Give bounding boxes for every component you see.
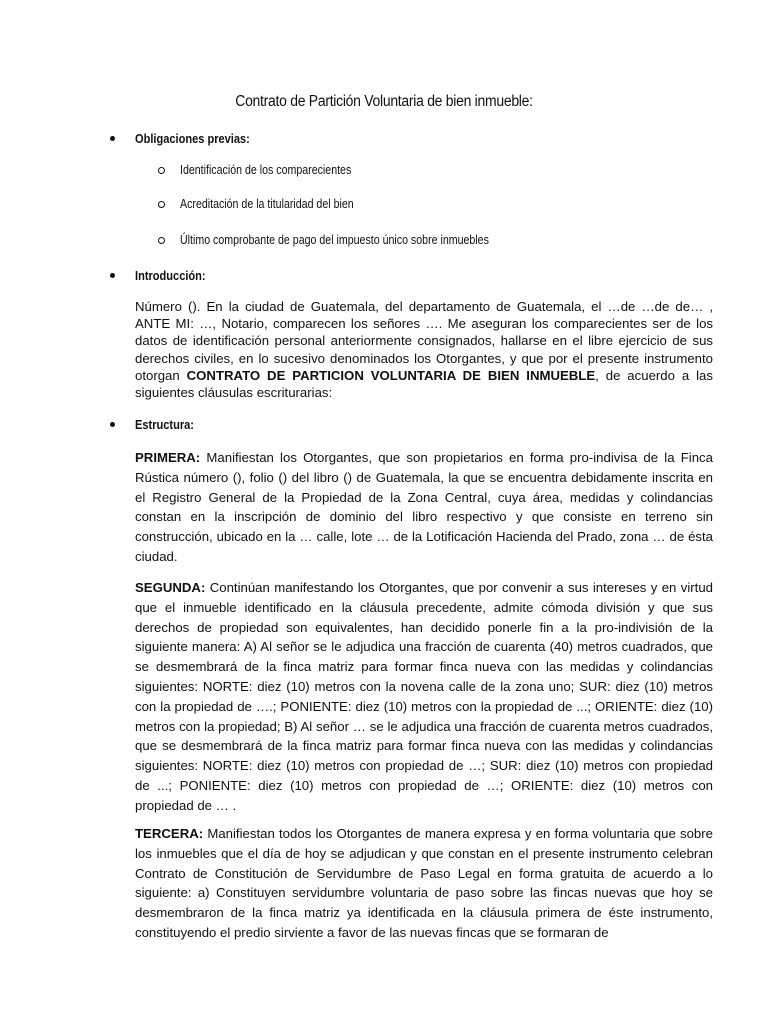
bullet-estructura bbox=[110, 415, 204, 433]
introduccion-text: Número (). En la ciudad de Guatemala, del departamento de Guatemala, el …de …de de… , ANTE MI: …, Notario, comparecen los señores …. Me aseguran los comparecientes ser de los datos de identificación personal anteriormente consignados, hallarse en el libre ejercicio de sus derechos civiles, en lo sucesivo denominados los Otorgantes, y que por el presente instrumento otorgan bbox=[135, 299, 713, 383]
clause-label: PRIMERA: bbox=[135, 450, 201, 465]
bullet-obligaciones bbox=[110, 129, 270, 147]
clause-segunda bbox=[135, 578, 713, 816]
sub-item bbox=[158, 162, 382, 178]
bullet-icon bbox=[110, 136, 115, 141]
document-title: Contrato de Partición Voluntaria de bien inmueble: bbox=[235, 93, 533, 110]
section-label-estructura: Estructura: bbox=[135, 416, 194, 432]
clause-label: TERCERA: bbox=[135, 826, 204, 841]
clause-text: Manifiestan todos los Otorgantes de manera expresa y en forma voluntaria que sobre los inmuebles que el día de hoy se adjudican y que constan en el presente instrumento celebran Contrato de Constitución de Servidumbre de Paso Legal en forma gratuita de acuerdo a lo siguiente: a) Constituyen servidumbre voluntaria de paso sobre las fincas nuevas que hoy se desmembraron de la finca matriz ya identificada en la cláusula primera de éste instrumento, constituyendo el predio sirviente a favor de las nuevas fincas que se formaran de bbox=[135, 826, 713, 940]
section-label-introduccion: Introducción: bbox=[135, 267, 206, 283]
introduccion-text-end: , de acuerdo a las siguientes cláusulas escriturarias: bbox=[135, 367, 713, 401]
sub-item-label: Acreditación de la titularidad del bien bbox=[180, 197, 354, 211]
clause-label: SEGUNDA: bbox=[135, 580, 206, 595]
sub-item bbox=[158, 196, 384, 212]
clause-tercera bbox=[135, 824, 713, 943]
sub-item-label: Último comprobante de pago del impuesto único sobre inmuebles bbox=[180, 233, 489, 247]
circle-bullet-icon bbox=[158, 167, 165, 174]
section-label-obligaciones: Obligaciones previas: bbox=[135, 130, 250, 146]
clause-text: Manifiestan los Otorgantes, que son propietarios en forma pro-indivisa de la Finca Rústica número (), folio () del libro () de Guatemala, la que se encuentra debidamente inscrita en el Registro General de la Propiedad de la Zona Central, cuya área, medidas y colindancias constan en la inscripción de dominio del libro respectivo y que consiste en terreno sin construcción, ubicado en la … calle, lote … de la Lotificación Hacienda del Prado, zona … de ésta ciudad. bbox=[135, 450, 713, 564]
sub-item-label: Identificación de los comparecientes bbox=[180, 163, 352, 177]
bullet-icon bbox=[110, 273, 115, 278]
contract-name: CONTRATO DE PARTICION VOLUNTARIA DE BIEN INMUEBLE bbox=[186, 367, 596, 383]
clause-primera bbox=[135, 448, 713, 567]
circle-bullet-icon bbox=[158, 237, 165, 244]
sub-item bbox=[158, 232, 543, 248]
bullet-icon bbox=[110, 422, 115, 427]
circle-bullet-icon bbox=[158, 201, 165, 208]
introduccion-paragraph bbox=[135, 298, 713, 401]
bullet-introduccion bbox=[110, 266, 218, 284]
clause-text: Continúan manifestando los Otorgantes, que por convenir a sus intereses y en virtud que el inmueble identificado en la cláusula precedente, admite cómoda división y que sus derechos de propiedad son equivalentes, han decidido ponerle fin a la pro-indivisión de la siguiente manera: A) Al señor se le adjudica una fracción de cuarenta (40) metros cuadrados, que se desmembrará de la finca matriz para formar finca nueva con las medidas y colindancias siguientes: NORTE: diez (10) metros con la novena calle de la zona uno; SUR: diez (10) metros con la propiedad de ….; PONIENTE: diez (10) metros con la propiedad de ...; ORIENTE: diez (10) metros con la propiedad; B) Al señor … se le adjudica una fracción de cuarenta metros cuadrados, que se desmembrará de la finca matriz para formar finca nueva con las medidas y colindancias siguientes: NORTE: diez (10) metros con propiedad de …; SUR: diez (10) metros con propiedad de ...; PONIENTE: diez (10) metros con propiedad de …; ORIENTE: diez (10) metros con propiedad de … . bbox=[135, 580, 713, 813]
